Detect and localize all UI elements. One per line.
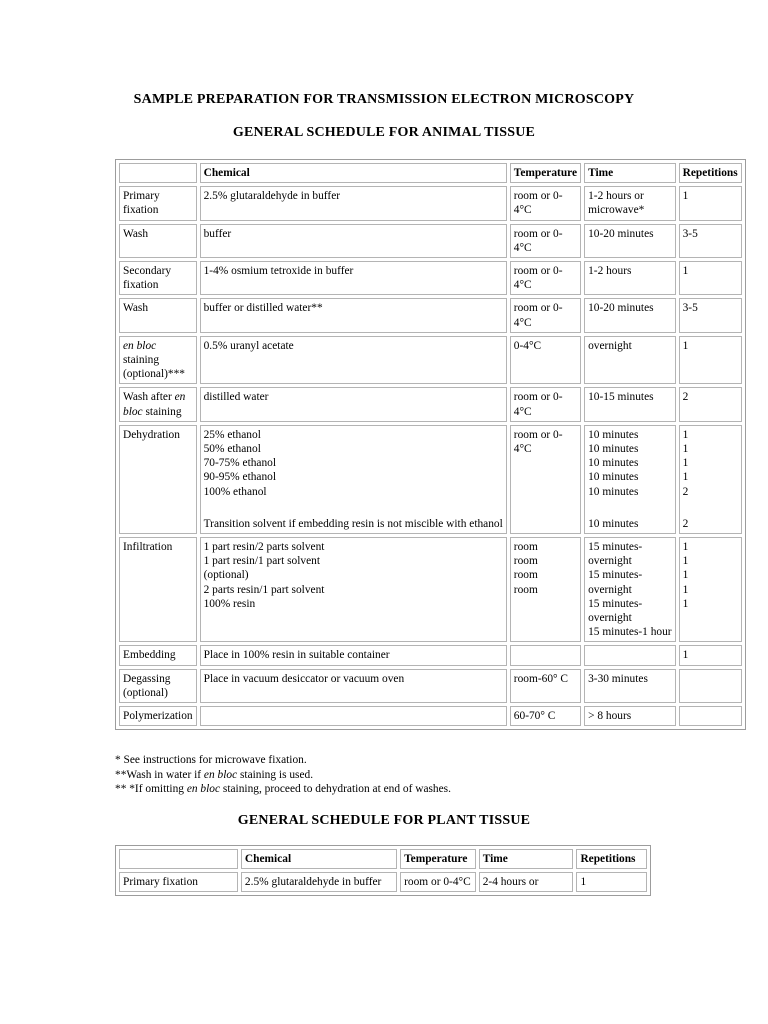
table-row [119,186,742,220]
step-cell [119,387,197,421]
chemical-line: 1 part resin/2 parts solvent [203,541,325,554]
table-row [119,261,742,295]
document-title: SAMPLE PREPARATION FOR TRANSMISSION ELECTRON MICROSCOPY [133,92,635,107]
time-line: 10 minutes [588,485,639,498]
chemical-cell: 2.5% glutaraldehyde in buffer [200,186,507,220]
repetitions-line: 1 [682,428,689,441]
header-step [119,163,197,183]
temperature-cell: room or 0-4°C [510,298,581,332]
repetitions-line: 1 [682,457,689,470]
time-cell: 2-4 hours or [479,872,574,892]
header-temperature: Temperature [400,849,476,869]
footnote [115,768,451,783]
step-cell: Degassing (optional) [119,669,197,703]
footnote-text: staining is used. [237,768,314,781]
temperature-line: room [513,555,538,568]
footnote-text: staining, proceed to dehydration at end of washes. [220,783,451,795]
step-text: staining (optional)*** [123,354,186,381]
time-line: overnight [588,612,632,625]
repetitions-cell [679,669,742,703]
time-cell: 1-2 hours [584,261,676,295]
repetitions-line: 1 [682,555,689,568]
chemical-cell: Place in vacuum desiccator or vacuum oven [200,669,507,703]
time-line: 15 minutes- [588,597,643,610]
chemical-cell: Place in 100% resin in suitable container [200,645,507,665]
step-cell: Primary fixation [119,872,238,892]
repetitions-cell: 1 [679,645,742,665]
chemical-cell [200,706,507,726]
repetitions-line: 1 [682,597,689,610]
chemical-cell: buffer or distilled water** [200,298,507,332]
temperature-cell: room or 0-4°C [510,224,581,258]
temperature-cell: 0-4°C [510,336,581,385]
time-line: 10 minutes [588,428,639,441]
table-row [119,669,742,703]
time-line: 10 minutes [588,443,639,456]
animal-schedule-table [115,159,746,730]
time-cell: 10-20 minutes [584,224,676,258]
table-row [119,537,742,642]
repetitions-cell: 1 [679,186,742,220]
header-time: Time [584,163,676,183]
temperature-line: room [513,541,538,554]
chemical-cell [200,537,507,642]
chemical-cell: distilled water [200,387,507,421]
time-cell: 1-2 hours or microwave* [584,186,676,220]
step-cell: Infiltration [119,537,197,642]
temperature-line: room [513,569,538,582]
time-cell: overnight [584,336,676,385]
header-repetitions: Repetitions [679,163,742,183]
time-line: 10 minutes [588,517,639,530]
repetitions-line: 2 [682,517,689,530]
step-cell: Wash [119,224,197,258]
header-chemical: Chemical [200,163,507,183]
time-cell [584,537,676,642]
repetitions-cell [679,425,742,534]
chemical-cell: 0.5% uranyl acetate [200,336,507,385]
time-line: overnight [588,583,632,596]
header-chemical: Chemical [241,849,397,869]
table-row [119,645,742,665]
step-cell: Polymerization [119,706,197,726]
time-line: overnight [588,555,632,568]
table-row [119,872,647,892]
table-row [119,298,742,332]
temperature-cell [510,645,581,665]
footnote-text: ** *If omitting [115,783,187,795]
chemical-line: Transition solvent if embedding resin is not miscible with ethanol [203,517,503,530]
repetitions-cell: 3-5 [679,298,742,332]
repetitions-cell [679,537,742,642]
time-cell: 10-20 minutes [584,298,676,332]
time-cell: 3-30 minutes [584,669,676,703]
step-cell: Dehydration [119,425,197,534]
repetitions-cell: 1 [679,336,742,385]
temperature-cell [510,537,581,642]
time-line: 15 minutes-1 hour [588,626,672,639]
temperature-cell: room-60° C [510,669,581,703]
footnote: * See instructions for microwave fixation. [115,754,307,766]
chemical-cell: 1-4% osmium tetroxide in buffer [200,261,507,295]
repetitions-line: 1 [682,569,689,582]
header-time: Time [479,849,574,869]
table-row [119,224,742,258]
repetitions-line: 1 [682,583,689,596]
table-row [119,425,742,534]
footnote-italic-text: en bloc [203,768,238,781]
step-text: staining [142,405,182,418]
time-line: 10 minutes [588,471,639,484]
time-line: 10 minutes [588,457,639,470]
repetitions-line: 1 [682,443,689,456]
step-text: Wash after [123,391,175,404]
table-row [119,387,742,421]
footnote-italic-text: en bloc [186,783,221,795]
step-cell [119,336,197,385]
time-cell: 10-15 minutes [584,387,676,421]
footnote [115,782,451,797]
chemical-line: 70-75% ethanol [203,457,277,470]
time-cell [584,425,676,534]
repetitions-cell [679,706,742,726]
table-header-row [119,849,647,869]
table-header-row [119,163,742,183]
time-line: 15 minutes- [588,541,643,554]
chemical-line: 100% resin [203,597,256,610]
step-cell: Secondary fixation [119,261,197,295]
chemical-line: 2 parts resin/1 part solvent [203,583,325,596]
time-cell: > 8 hours [584,706,676,726]
time-line: 15 minutes- [588,569,643,582]
footnotes [115,753,451,797]
chemical-line: (optional) [203,569,249,582]
temperature-cell: room or 0-4°C [510,387,581,421]
temperature-cell: room or 0-4°C [510,425,581,534]
chemical-line: 25% ethanol [203,428,261,441]
header-temperature: Temperature [510,163,581,183]
repetitions-line: 1 [682,541,689,554]
temperature-line: room [513,583,538,596]
chemical-cell: 2.5% glutaraldehyde in buffer [241,872,397,892]
repetitions-cell: 1 [576,872,647,892]
chemical-line: 100% ethanol [203,485,267,498]
repetitions-line: 1 [682,471,689,484]
time-cell [584,645,676,665]
animal-tissue-heading: GENERAL SCHEDULE FOR ANIMAL TISSUE [232,125,536,140]
step-italic-text: en bloc [123,339,157,352]
temperature-cell: room or 0-4°C [510,186,581,220]
chemical-line: 90-95% ethanol [203,471,277,484]
repetitions-cell: 2 [679,387,742,421]
step-cell: Wash [119,298,197,332]
step-italic-text: en bloc [123,391,186,418]
temperature-cell: 60-70° C [510,706,581,726]
repetitions-line: 2 [682,485,689,498]
chemical-cell [200,425,507,534]
header-repetitions: Repetitions [576,849,647,869]
temperature-cell: room or 0-4°C [400,872,476,892]
table-row [119,336,742,385]
plant-tissue-heading: GENERAL SCHEDULE FOR PLANT TISSUE [237,813,531,828]
table-row [119,706,742,726]
step-cell: Embedding [119,645,197,665]
chemical-line: 50% ethanol [203,443,261,456]
chemical-cell: buffer [200,224,507,258]
plant-schedule-table [115,845,651,896]
footnote-text: **Wash in water if [115,768,204,781]
chemical-line: 1 part resin/1 part solvent [203,555,321,568]
repetitions-cell: 3-5 [679,224,742,258]
header-step [119,849,238,869]
repetitions-cell: 1 [679,261,742,295]
step-cell: Primary fixation [119,186,197,220]
temperature-cell: room or 0-4°C [510,261,581,295]
